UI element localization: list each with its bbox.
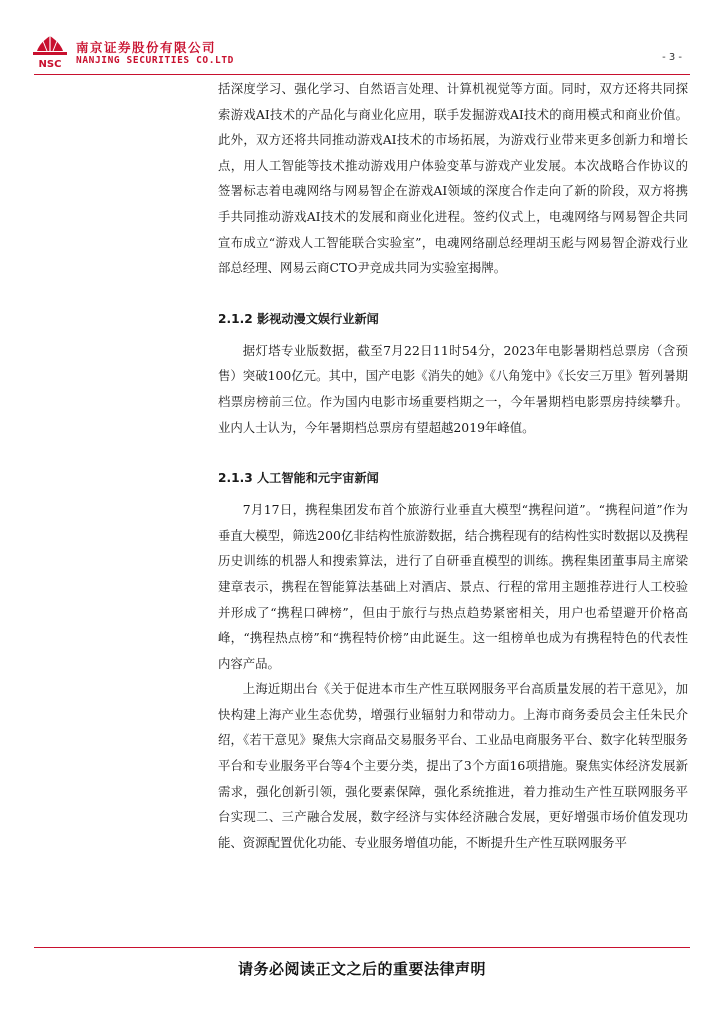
section-heading-2-1-3: 2.1.3 人工智能和元宇宙新闻 (218, 471, 379, 486)
paragraph-box-office: 据灯塔专业版数据，截至7月22日11时54分，2023年电影暑期档总票房（含预售）突破100亿元。其中，国产电影《消失的她》《八角笼中》《长安三万里》暂列暑期档票房榜前三位。作为国内电影市场重要档期之一，今年暑期档电影票房持续攀升。业内人士认为，今年暑期档总票房有望超越2019年峰值。 (218, 342, 688, 435)
page-number: - 3 - (662, 52, 682, 63)
logo-lettering: NSC (38, 59, 62, 70)
paragraph-ctrip-model: 7月17日，携程集团发布首个旅游行业垂直大模型“携程问道”。“携程问道”作为垂直大模型，筛选200亿非结构性旅游数据，结合携程现有的结构性实时数据以及携程历史训练的机器人和搜索算法，进行了自研垂直模型的训练。携程集团董事局主席梁建章表示，携程在智能算法基础上对酒店、景点、行程的常用主题推荐进行人工校验并形成了“携程口碑榜”，但由于旅行与热点趋势紧密相关，用户也希望避开价格高峰，“携程热点榜”和“携程特价榜”由此诞生。这一组榜单也成为有携程特色的代表性内容产品。 (218, 502, 688, 671)
report-body (218, 76, 688, 855)
footer-divider (34, 947, 690, 948)
paragraph-shanghai-platform: 上海近期出台《关于促进本市生产性互联网服务平台高质量发展的若干意见》，加快构建上海产业生态优势，增强行业辐射力和带动力。上海市商务委员会主任朱民介绍，《若干意见》聚焦大宗商品交易服务平台、工业品电商服务平台、数字化转型服务平台和专业服务平台等4个主要分类，提出了3个方面16项措施。聚焦实体经济发展新需求，强化创新引领，强化要素保障，强化系统推进，着力推动生产性互联网服务平台实现二、三产融合发展，数字经济与实体经济融合发展，更好增强市场价值发现功能、资源配置优化功能、专业服务增值功能，不断提升生产性互联网服务平 (218, 681, 688, 850)
paragraph-game-ai-continuation: 括深度学习、强化学习、自然语言处理、计算机视觉等方面。同时，双方还将共同探索游戏AI技术的产品化与商业化应用，联手发掘游戏AI技术的商用模式和商业价值。此外，双方还将共同推动游戏AI技术的市场拓展，为游戏行业带来更多创新力和增长点，用人工智能等技术推动游戏用户体验变革与游戏产业发展。本次战略合作协议的签署标志着电魂网络与网易智企在游戏AI领域的深度合作走向了新的阶段，双方将携手共同推动游戏AI技术的发展和商业化进程。签约仪式上，电魂网络与网易智企共同宣布成立“游戏人工智能联合实验室”，电魂网络副总经理胡玉彪与网易智企游戏行业部总经理、网易云商CTO尹竞成共同为实验室揭牌。 (218, 81, 688, 276)
nsc-logo-icon (30, 34, 70, 70)
page-header (30, 34, 690, 74)
header-divider (34, 74, 690, 75)
company-name-cn: 南京证券股份有限公司 (76, 40, 217, 55)
legal-notice: 请务必阅读正文之后的重要法律声明 (237, 960, 486, 978)
company-name-en: NANJING SECURITIES CO.LTD (76, 55, 234, 66)
section-heading-2-1-2: 2.1.2 影视动漫文娱行业新闻 (218, 311, 379, 326)
